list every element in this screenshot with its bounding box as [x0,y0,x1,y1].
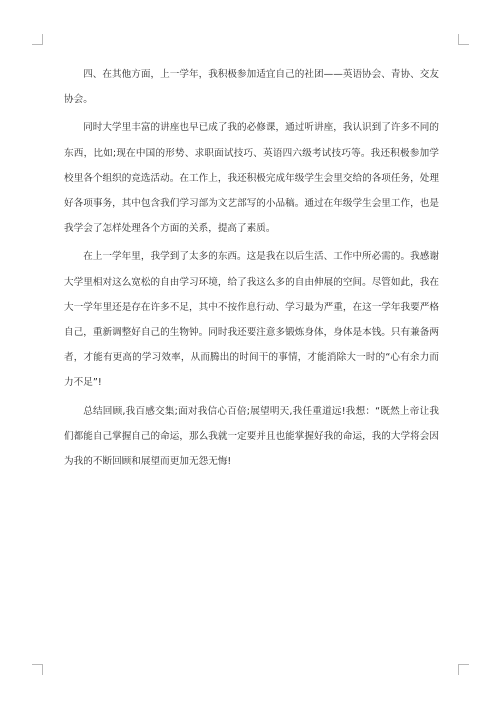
crop-mark-top-right [458,34,469,45]
crop-mark-bottom-left [32,664,43,675]
paragraph-lectures-and-work: 同时大学里丰富的讲座也早已成了我的必修课，通过听讲座，我认识到了许多不同的东西，比如;现在中国的形势、求职面试技巧、英语四六级考试技巧等。我还积极参加学校里各个组织的竞选活动。在工作上，我还积极完成年级学生会里交给的各项任务，处理好各项事务，其中包含我们学习部为文艺部写的小品稿。通过在年级学生会里工作，也是我学会了怎样处理各个方面的关系，提高了素质。 [64,122,439,235]
paragraph-other-aspects: 四、在其他方面，上一学年，我积极参加适宜自己的社团——英语协会、青协、交友协会。 [64,69,439,106]
paragraph-reflection: 在上一学年里，我学到了太多的东西。这是我在以后生活、工作中所必需的。我感谢大学里相对这么宽松的自由学习环境，给了我这么多的自由伸展的空间。尽管如此，我在大一学年里还是存在许多不足，其中不按作息行动、学习最为严重，在这一学年我要严格自己，重新调整好自己的生物钟。同时我还要注意多锻炼身体，身体是本钱。只有兼备两者，才能有更高的学习效率，从而腾出的时间干的事情，才能消除大一时的“心有余力而力不足”! [64,251,439,389]
crop-mark-top-left [32,34,43,45]
paragraph-conclusion: 总结回顾,我百感交集;面对我信心百倍;展望明天,我任重道远!我想：“既然上帝让我们都能自己掌握自己的命运，那么我就一定要并且也能掌握好我的命运，我的大学将会因为我的不断回顾和展望而更加无怨无悔! [64,405,439,468]
document-body [64,62,439,477]
crop-mark-bottom-right [458,664,469,675]
